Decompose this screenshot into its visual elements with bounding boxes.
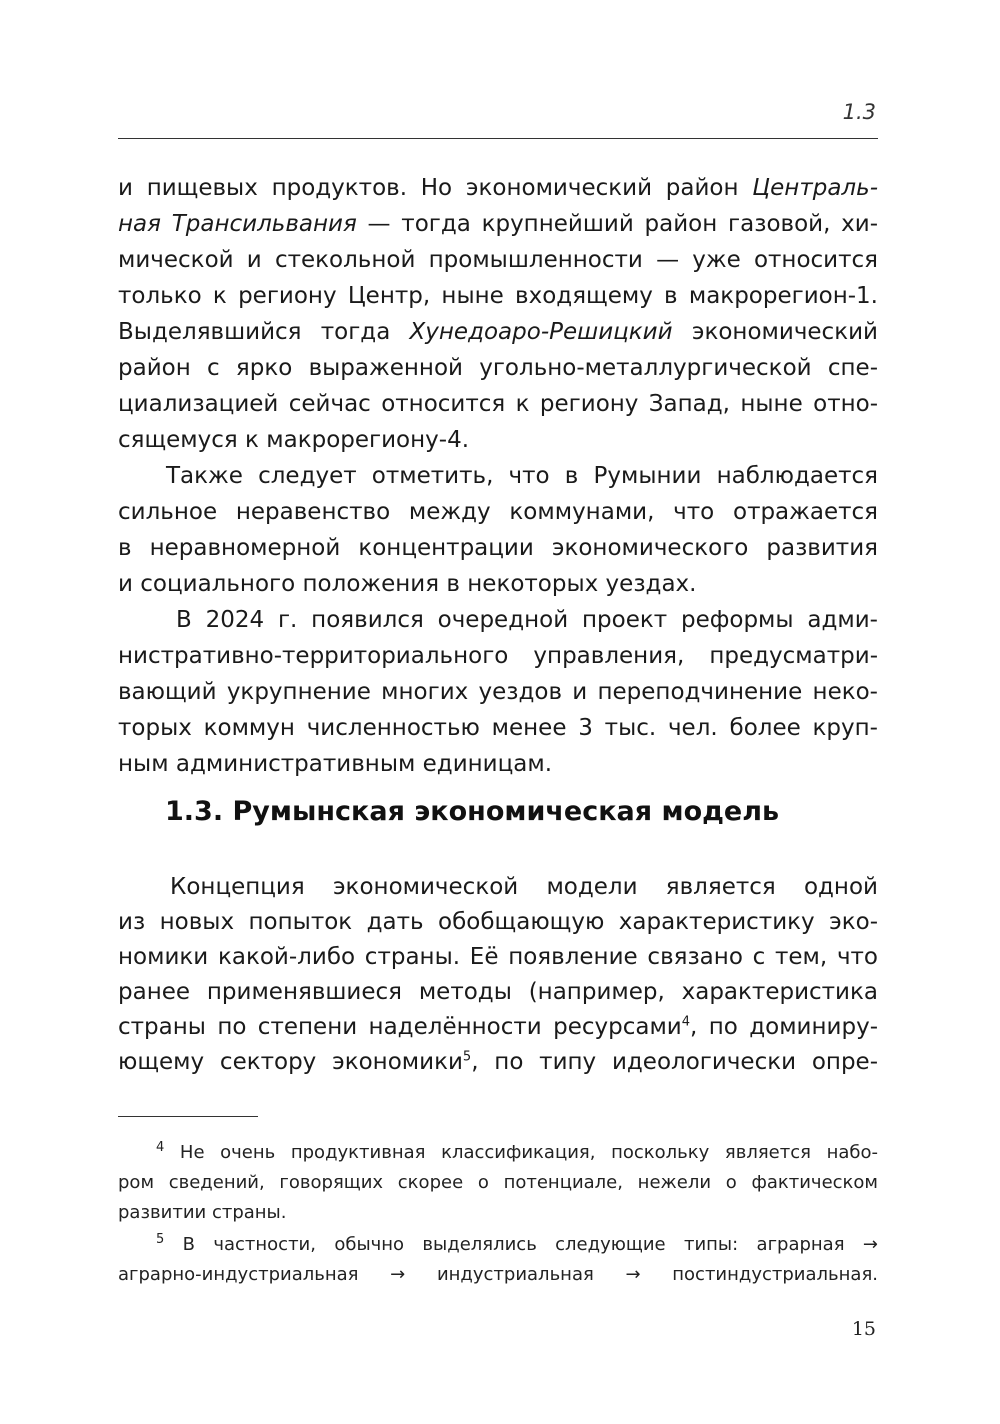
footnote-4: $^4$ Не очень продуктивная классификация, поскольку является набо- ром сведений, говорящих скорее о потенциале, нежели о фактическом развитии страны. (118, 1140, 878, 1223)
running-header-section: 1.3 (842, 100, 876, 124)
footnotes (118, 1138, 878, 1292)
paragraph-2: Также следует отметить, что в Румынии наблюдается сильное неравенство между коммунами, что отражается в неравномерной концентрации экономического развития и социального положения в некоторых уездах. (118, 463, 878, 597)
body-text (118, 170, 878, 782)
running-header (118, 98, 878, 139)
footnote-divider (118, 1116, 258, 1117)
paragraph-3: В 2024 г. появился очередной проект реформы адми- нистративно-территориального управления, предусматри- вающий укрупнение многих уездов и переподчинение неко- торых коммун численностью менее 3 тыс. чел. более круп- ным административным единицам. (118, 607, 878, 777)
page-number: 15 (851, 1318, 876, 1340)
section-heading: 1.3. Румынская экономическая модель (165, 796, 780, 827)
footnote-ref-4[interactable]: 4 (681, 1014, 691, 1030)
paragraph-1: и пищевых продуктов. Но экономический район Централь- ная Трансильвания — тогда крупнейший район газовой, хи- мической и стекольной промышленности — уже относится только к региону Центр, ныне входящему в макрорегион-1. Выделявшийся тогда Хунедоаро-Решицкий экономический район с ярко выраженной угольно-металлургической спе- циализацией сейчас относится к региону Запад, ныне отно- сящемуся к макрорегиону-4. (118, 175, 878, 453)
footnote-ref-5[interactable]: 5 (462, 1049, 472, 1065)
section-paragraph: Концепция экономической модели является одной из новых попыток дать обобщающую характеристику эко- номики какой-либо страны. Её появление связано с тем, что ранее применявшиеся методы (например, характеристика страны по степени наделённости ресурсами$^4$, по доминиру- ющему сектору экономики$^5$, по типу идеологически опре- (118, 874, 878, 1075)
footnote-5: $^5$ В частности, обычно выделялись следующие типы: аграрная → аграрно-индустриальная → индустриальная → постиндустриальная. (118, 1232, 878, 1285)
